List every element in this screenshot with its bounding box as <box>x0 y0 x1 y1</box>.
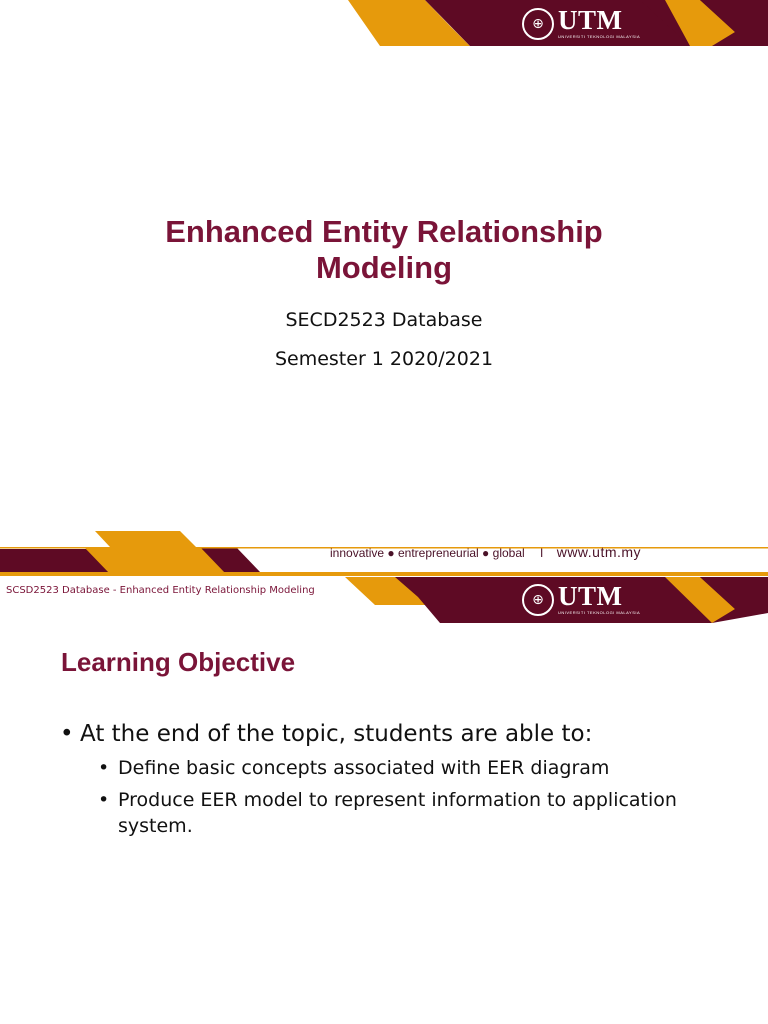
logo-subtitle: UNIVERSITI TEKNOLOGI MALAYSIA <box>558 34 641 39</box>
logo-subtitle: UNIVERSITI TEKNOLOGI MALAYSIA <box>558 610 641 615</box>
tagline-separator: I <box>540 546 544 560</box>
list-item <box>60 719 700 749</box>
tagline-dot-2: ● <box>482 546 490 560</box>
title-line-1: Enhanced Entity Relationship <box>165 214 603 249</box>
tagline-word-3: global <box>492 546 525 560</box>
bullet-text: At the end of the topic, students are able to: <box>80 721 593 747</box>
title-line-2: Modeling <box>315 250 453 285</box>
logo-name: UTM <box>558 581 623 611</box>
bullet-icon: • <box>60 721 74 747</box>
course-code: SECD2523 Database <box>285 309 483 331</box>
list-item <box>98 787 700 839</box>
content-slide <box>0 577 768 1024</box>
bullet-icon: • <box>98 789 110 811</box>
utm-logo <box>522 583 640 616</box>
tagline <box>330 544 641 560</box>
slide-title <box>0 214 768 286</box>
bullet-text: Produce EER model to represent information to application system. <box>118 789 677 837</box>
slide-header: SCSD2523 Database - Enhanced Entity Relationship Modeling <box>6 585 315 596</box>
utm-logo <box>522 7 640 40</box>
crest-icon: ⊕ <box>522 584 554 616</box>
bullet-text: Define basic concepts associated with EER diagram <box>118 757 610 779</box>
tagline-word-1: innovative <box>330 546 385 560</box>
logo-name: UTM <box>558 5 623 35</box>
semester: Semester 1 2020/2021 <box>274 348 494 370</box>
bullet-icon: • <box>98 757 110 779</box>
list-item <box>98 755 700 781</box>
slide-title: Learning Objective <box>61 647 296 677</box>
website-url: www.utm.my <box>556 544 642 560</box>
tagline-word-2: entrepreneurial <box>397 546 479 560</box>
bullet-list <box>60 719 700 839</box>
tagline-dot-1: ● <box>387 546 395 560</box>
crest-icon: ⊕ <box>522 8 554 40</box>
